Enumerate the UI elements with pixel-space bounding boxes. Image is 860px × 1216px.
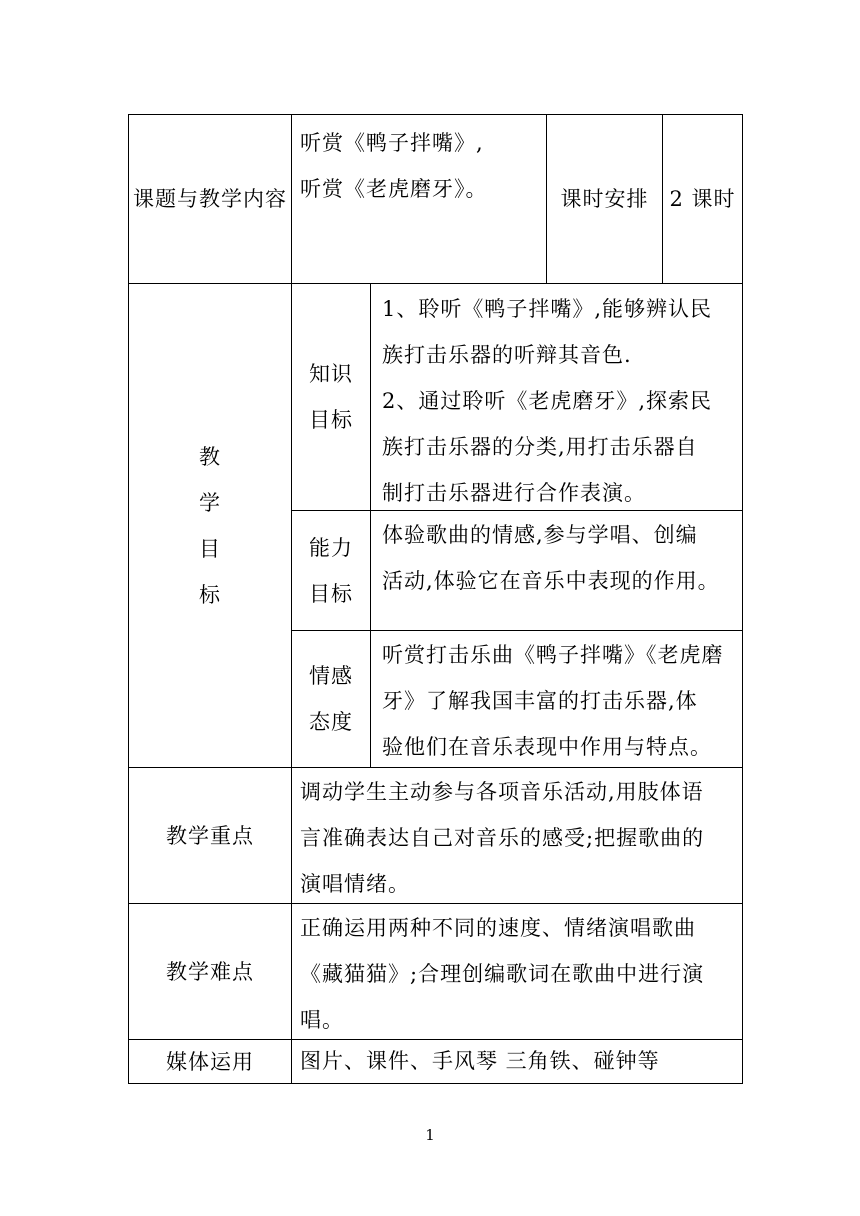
objectives-char: 学 <box>199 490 221 515</box>
attitude-line: 牙》了解我国丰富的打击乐器,体 <box>382 689 698 713</box>
ability-line: 体验歌曲的情感,参与学唱、创编 <box>382 523 698 547</box>
knowledge-line: 族打击乐器的听辩其音色. <box>382 343 632 367</box>
key-points-line: 演唱情绪。 <box>300 872 410 896</box>
attitude-label <box>292 631 370 767</box>
ability-label-line: 目标 <box>309 581 353 606</box>
knowledge-line: 族打击乐器的分类,用打击乐器自 <box>382 435 698 459</box>
key-points-label: 教学重点 <box>166 823 254 848</box>
knowledge-line: 1、聆听《鸭子拌嘴》,能够辨认民 <box>382 297 713 321</box>
topic-line: 听赏《老虎磨牙》。 <box>300 177 488 201</box>
media-label: 媒体运用 <box>166 1049 254 1074</box>
key-points-line: 调动学生主动参与各项音乐活动,用肢体语 <box>300 780 704 804</box>
difficulties-line: 唱。 <box>300 1008 344 1032</box>
knowledge-label <box>292 284 370 510</box>
schedule-value: 2 课时 <box>669 187 736 211</box>
media-content: 图片、课件、手风琴 三角铁、碰钟等 <box>300 1049 660 1073</box>
attitude-label-line: 态度 <box>309 710 353 734</box>
objectives-char: 标 <box>199 582 221 607</box>
objectives-label <box>129 284 291 767</box>
attitude-line: 听赏打击乐曲《鸭子拌嘴》《老虎磨 <box>382 643 724 667</box>
knowledge-line: 2、通过聆听《老虎磨牙》,探索民 <box>382 389 713 413</box>
table-border-right <box>742 114 743 1084</box>
difficulties-line: 《藏猫猫》;合理创编歌词在歌曲中进行演 <box>300 962 705 986</box>
schedule-label: 课时安排 <box>560 187 649 211</box>
knowledge-label-line: 目标 <box>309 408 353 432</box>
difficulties-label: 教学难点 <box>166 959 254 984</box>
ability-content <box>382 512 738 604</box>
ability-line: 活动,体验它在音乐中表现的作用。 <box>382 569 720 593</box>
knowledge-label-line: 知识 <box>309 362 353 386</box>
knowledge-line: 制打击乐器进行合作表演。 <box>382 481 646 505</box>
ability-label-line: 能力 <box>309 535 353 560</box>
topic-label: 课题与教学内容 <box>133 187 287 211</box>
topic-content <box>300 120 545 212</box>
page-number: 1 <box>425 1126 435 1144</box>
difficulties-content <box>300 905 738 1043</box>
key-points-content <box>300 769 738 907</box>
ability-label <box>292 511 370 630</box>
col-divider <box>370 284 371 768</box>
knowledge-content <box>382 286 738 516</box>
objectives-char: 目 <box>199 536 221 561</box>
objectives-char: 教 <box>199 444 221 469</box>
attitude-content <box>382 632 738 770</box>
attitude-label-line: 情感 <box>309 664 353 688</box>
topic-line: 听赏《鸭子拌嘴》, <box>300 131 484 155</box>
key-points-line: 言准确表达自己对音乐的感受;把握歌曲的 <box>300 826 705 850</box>
difficulties-line: 正确运用两种不同的速度、情绪演唱歌曲 <box>300 916 696 940</box>
attitude-line: 验他们在音乐表现中作用与特点。 <box>382 735 712 759</box>
